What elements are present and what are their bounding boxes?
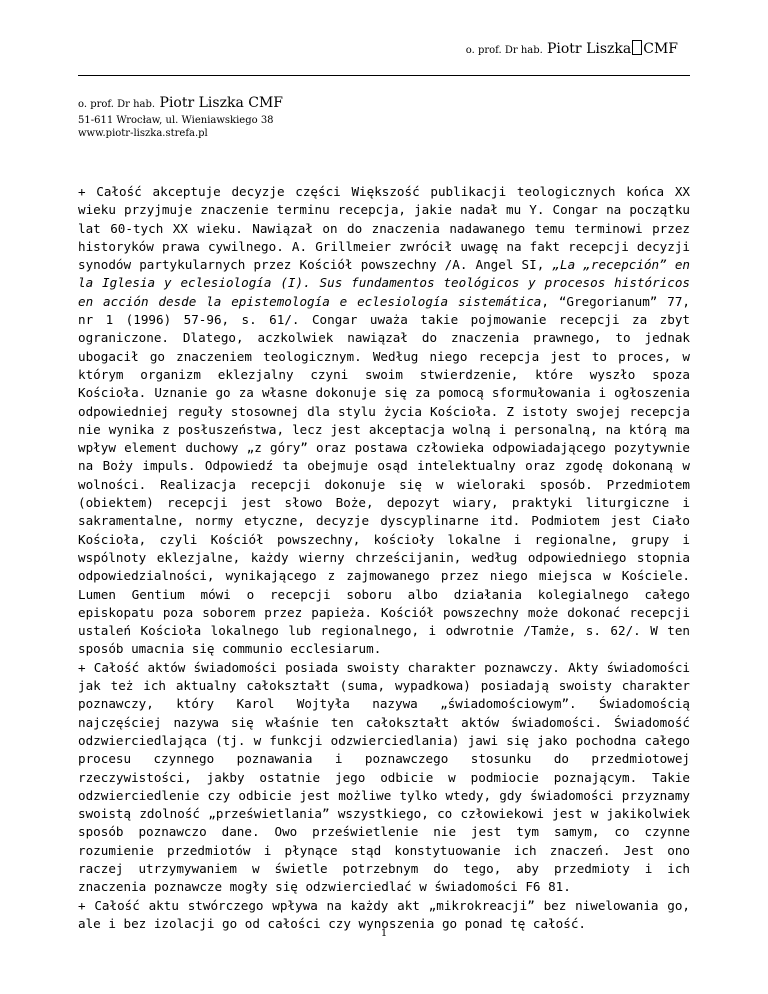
running-header <box>466 40 678 57</box>
author-name: Piotr Liszka CMF <box>159 95 284 111</box>
author-address: 51-611 Wrocław, ul. Wieniawskiego 38 <box>78 115 274 126</box>
author-block <box>78 97 283 140</box>
header-author-name: Piotr Liszka <box>546 41 632 57</box>
missing-glyph-icon <box>632 40 642 55</box>
paragraph-creation: + Całość aktu stwórczego wpływa na każdy akt „mikrokreacji” bez niwelowania go, ale i bez izolacji go od całości czy wynoszenia go ponad tę całość. <box>78 897 690 931</box>
paragraph-text: + Całość akceptuje decyzje części Większość publikacji teologicznych końca XX wieku przyjmuje znaczenie terminu recepcja, jakie nadał mu Y. Congar na początku lat 60-tych XX wieku. Nawiązał on do znaczenia nadawanego temu terminowi przez historyków prawa cywilnego. A. Grillmeier zwrócił uwagę na fakt recepcji decyzji synodów partykularnych przez Kościół powszechny /A. Angel SI, <box>78 184 690 273</box>
author-name-line <box>78 97 283 111</box>
paragraph-consciousness: + Całość aktów świadomości posiada swoisty charakter poznawczy. Akty świadomości jak też ich aktualny całokształt (suma, wypadkowa) posiadają swoisty charakter poznawczy, który Karol Wojtyła nazywa „świadomościowym”. Świadomością najczęściej nazywa się właśnie ten całokształt aktów świadomości. Świadomość odzwierciedlająca (tj. w funkcji odzwierciedlania) jawi się jako pochodna całego procesu czynnego poznawania i poznawczego stosunku do przedmiotowej rzeczywistości, jakby ostatnie jego odbicie w podmiocie poznającym. Takie odzwierciedlenie czy odbicie jest możliwe tylko wtedy, gdy świadomości przyznamy swoistą zdolność „prześwietlania” wszystkiego, co człowiekowi jest w jakikolwiek sposób poznawczo dane. Owo prześwietlenie nie jest tym samym, co czynne rozumienie przedmiotów i płynące stąd konstytuowanie ich znaczeń. Jest ono raczej utrzymywaniem w świetle potrzebnym do tego, aby przedmioty i ich znaczenia poznawcze mogły się odzwierciedlać w świadomości F6 81. <box>78 659 690 895</box>
paragraph-text: , “Gregorianum” 77, nr 1 (1996) 57-96, s. 61/. Congar uważa takie pojmowanie recepcji za zbyt ograniczone. Dlatego, aczkolwiek nawiązał do znaczenia prawnego, to jednak ubogacił go znaczeniem teologicznym. Według niego recepcja jest to proces, w którym organizm eklezjalny czyni swoim stwierdzenie, które wyszło spoza Kościoła. Uznanie go za własne dokonuje się za pomocą sformułowania i ogłoszenia odpowiedniej reguły stosownej dla stylu życia Kościoła. Z istoty swojej recepcja nie wynika z posłuszeństwa, lecz jest akceptacja wolną i personalną, na którą ma wpływ element duchowy „z góry” oraz postawa człowieka odpowiadającego pozytywnie na Boży impuls. Odpowiedź ta obejmuje osąd intelektualny oraz zgodę dokonaną w wolności. Realizacja recepcji dokonuje się w wieloraki sposób. Przedmiotem (obiektem) recepcji jest słowo Boże, depozyt wiary, praktyki liturgiczne i sakramentalne, normy etyczne, decyzje dyscyplinarne itd. Podmiotem jest Ciało Kościoła, czyli Kościół powszechny, kościoły lokalne i regionalne, grupy i wspólnoty eklezjalne, każdy wierny chrześcijanin, według odpowiedniego stopnia odpowiedzialności, wynikającego z zajmowanego przez niego miejsca w Kościele. Lumen Gentium mówi o recepcji soboru albo działania kolegialnego całego episkopatu poza soborem przez papieża. Kościół powszechny może dokonać recepcji ustaleń Kościoła lokalnego lub regionalnego, i odwrotnie /Tamże, s. 62/. W ten sposób umacnia się communio ecclesiarum. <box>78 293 691 657</box>
paragraph-reception <box>78 183 690 659</box>
author-website[interactable]: www.piotr-liszka.strefa.pl <box>78 128 208 139</box>
header-rule <box>78 75 690 76</box>
author-title-prefix: o. prof. Dr hab. <box>78 99 156 110</box>
document-body <box>78 183 690 933</box>
header-title-prefix: o. prof. Dr hab. <box>465 45 543 56</box>
page-number: 1 <box>380 928 388 939</box>
header-order-suffix: CMF <box>643 41 678 57</box>
citation-title: „La „recepción” en la Iglesia y eclesiología (I). Sus fundamentos teológicos y procesos históricos en acción desde la epistemología e eclesiología sistemática <box>78 257 690 309</box>
